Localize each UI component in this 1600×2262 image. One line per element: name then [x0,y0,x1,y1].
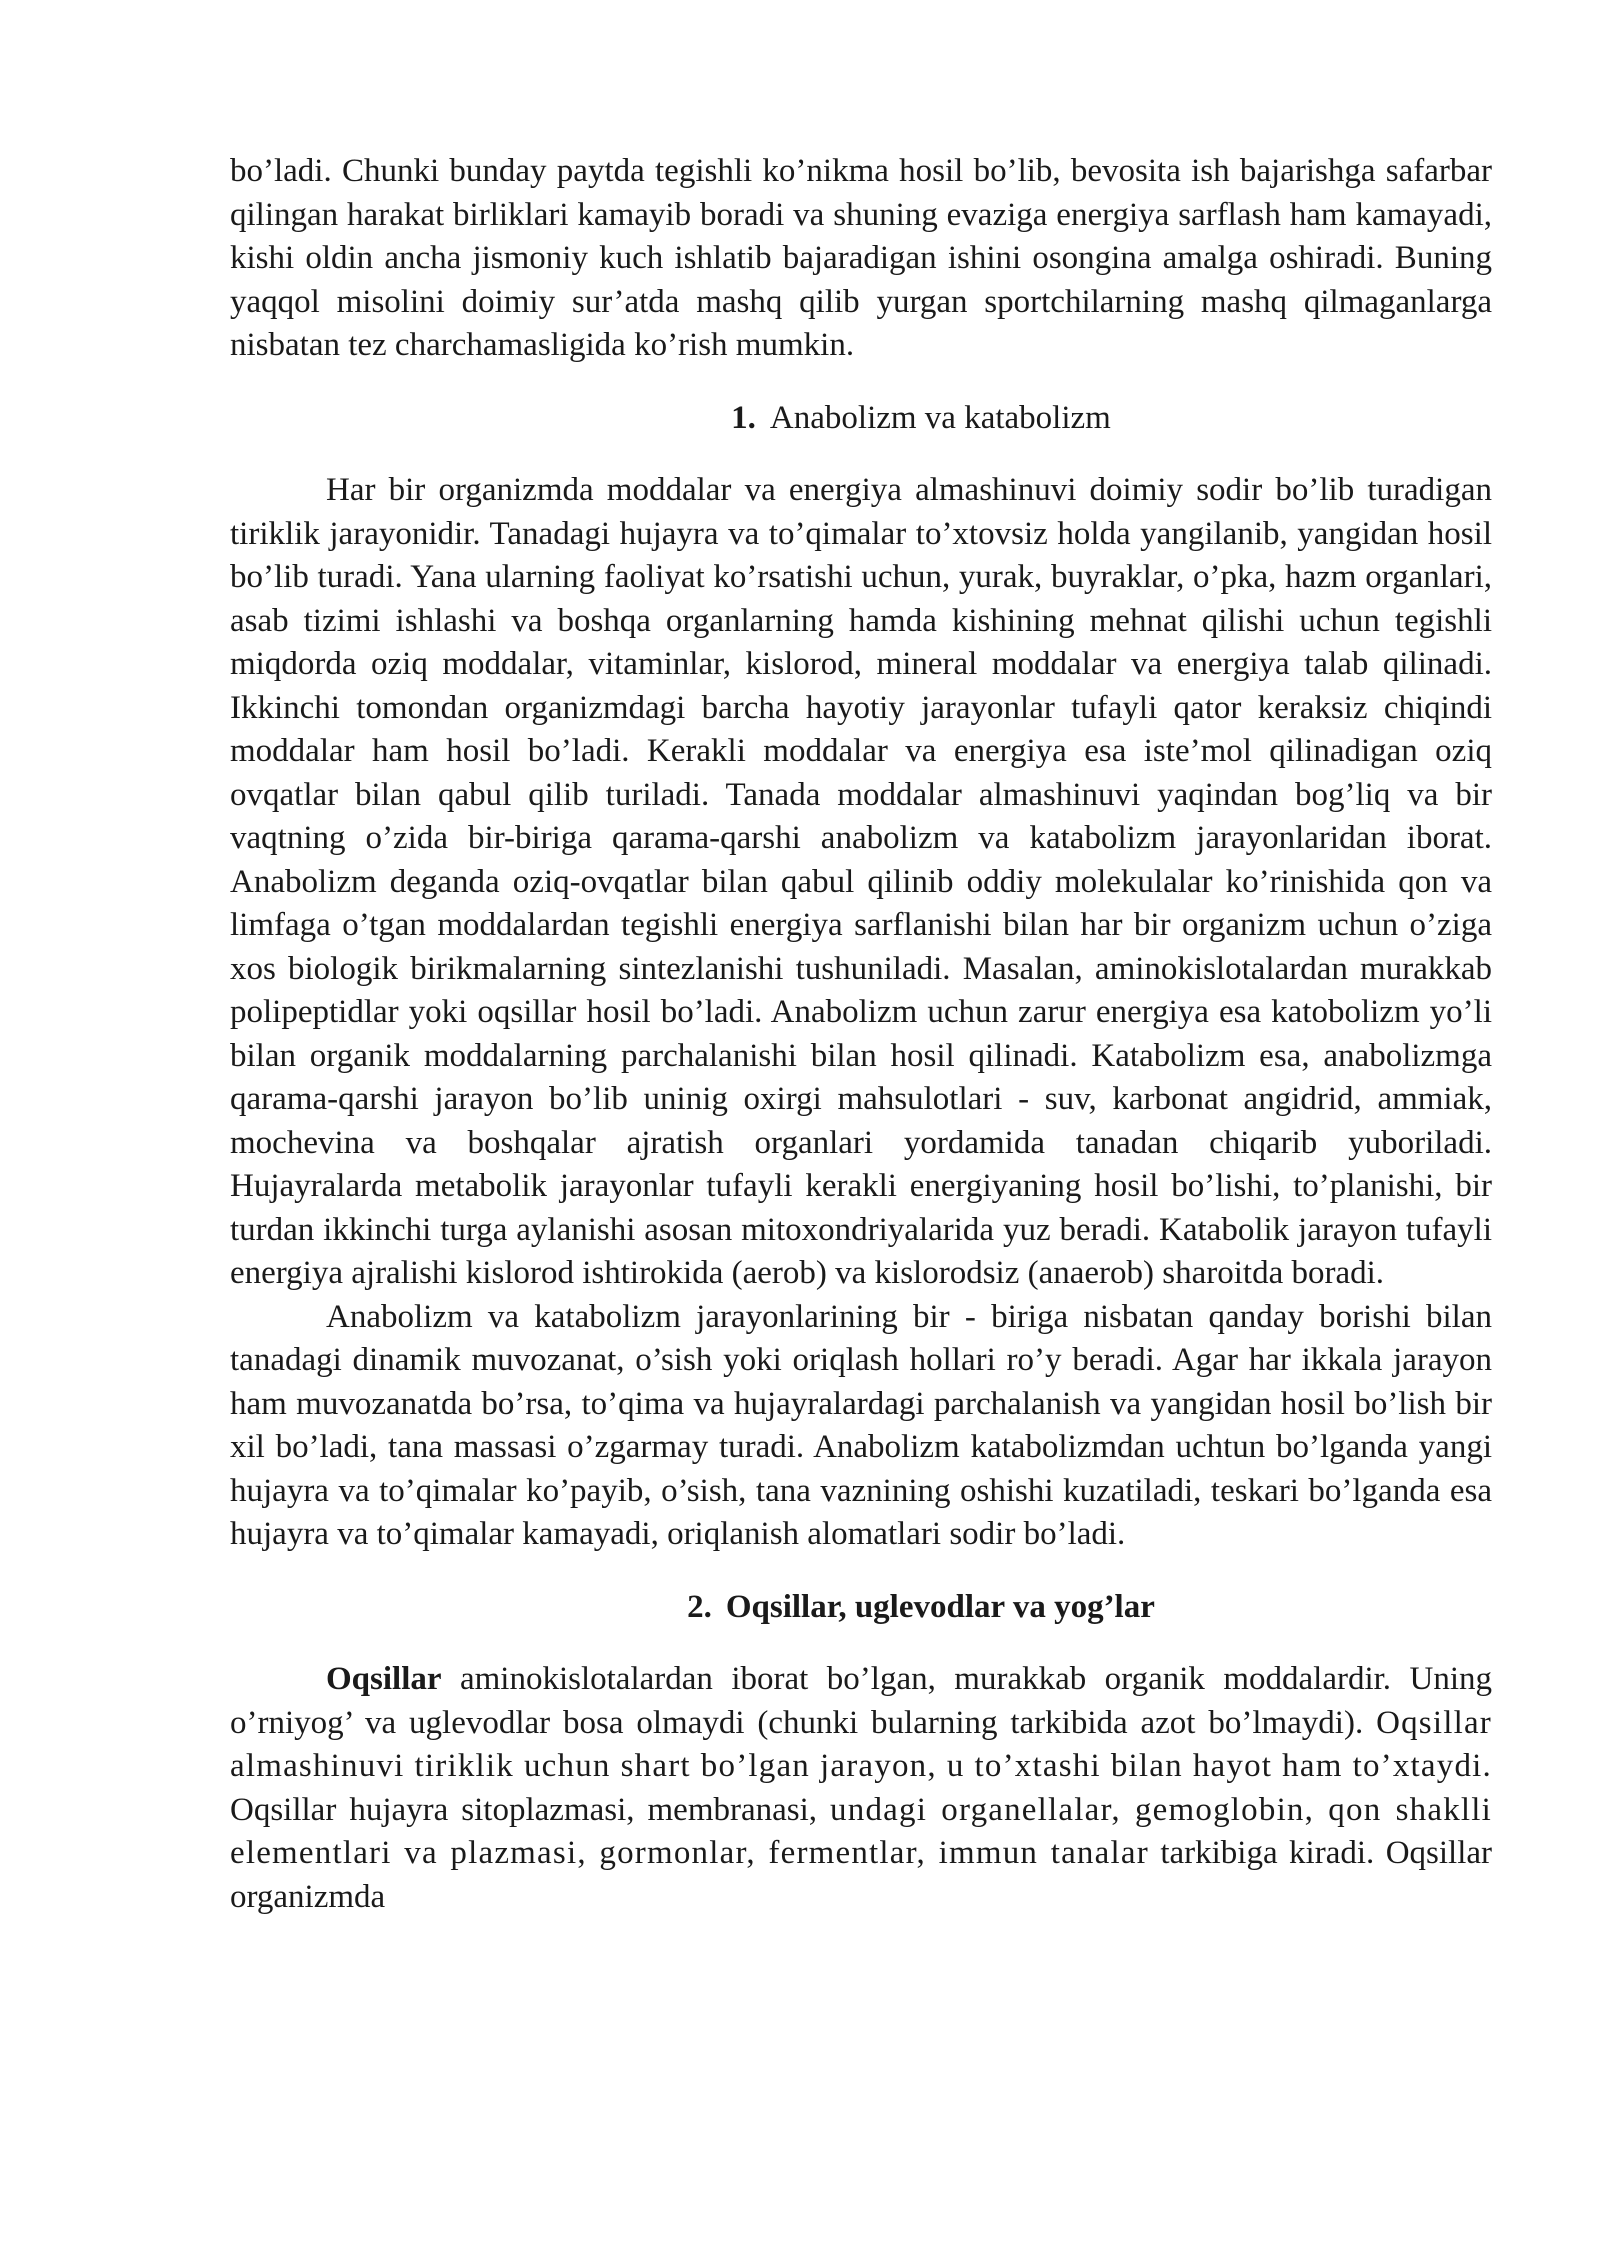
paragraph-text: Oqsillar almashinuvi tiriklik uchun shart bo’lgan jarayon, u to’xtashi bilan hayot ham to’xtaydi. [230,1704,1492,1784]
body-paragraph-3 [230,1658,1492,1919]
paragraph-text: Oqsillar hujayra sitoplazmasi, membranasi, [230,1791,831,1828]
paragraph-text: tarkibiga kiradi. Oqsillar organizmda [230,1835,1493,1915]
section-number: 1. [731,399,756,436]
intro-paragraph: bo’ladi. Chunki bunday paytda tegishli ko’nikma hosil bo’lib, bevosita ish bajarishga safarbar qilingan harakat birliklari kamayib boradi va shuning evaziga energiya sarflash ham kamayadi, kishi oldin ancha jismoniy kuch ishlatib bajaradigan ishini osongina amalga oshiradi. Buning yaqqol misolini doimiy sur’atda mashq qilib yurgan sportchilarning mashq qilmaganlarga nisbatan tez charchamasligida ko’rish mumkin. [230,153,1492,363]
document-page [230,150,1492,1919]
section-title: Oqsillar, uglevodlar va yog’lar [725,1588,1155,1625]
paragraph-text: undagi organellalar, gemoglobin, qon shaklli elementlari va plazmasi, gormonlar, fermentlar, immun tanalar [230,1791,1492,1871]
section-title: Anabolizm va katabolizm [769,399,1111,436]
section-number: 2. [687,1588,712,1625]
section-heading-1 [230,397,1492,441]
body-paragraph-2: Anabolizm va katabolizm jarayonlarining bir - biriga nisbatan qanday borishi bilan tanadagi dinamik muvozanat, o’sish yoki oriqlash hollari ro’y beradi. Agar har ikkala jarayon ham muvozanatda bo’rsa, to’qima va hujayralardagi parchalanish va yangidan hosil bo’lish bir xil bo’ladi, tana massasi o’zgarmay turadi. Anabolizm katabolizmdan uchtun bo’lganda yangi hujayra va to’qimalar ko’payib, o’sish, tana vaznining oshishi kuzatiladi, teskari bo’lganda esa hujayra va to’qimalar kamayadi, oriqlanish alomatlari sodir bo’ladi. [230,1298,1492,1552]
paragraph-text: aminokislotalardan iborat bo’lgan, murakkab organik moddalardir. Uning o’rniyog’ va uglevodlar bosa olmaydi (chunki bularning tarkibida azot bo’lmaydi). [230,1661,1492,1741]
bold-term: Oqsillar [326,1661,442,1697]
body-paragraph-1: Har bir organizmda moddalar va energiya almashinuvi doimiy sodir bo’lib turadigan tiriklik jarayonidir. Tanadagi hujayra va to’qimalar to’xtovsiz holda yangilanib, yangidan hosil bo’lib turadi. Yana ularning faoliyat ko’rsatishi uchun, yurak, buyraklar, o’pka, hazm organlari, asab tizimi ishlashi va boshqa organlarning hamda kishining mehnat qilishi uchun tegishli miqdorda oziq moddalar, vitaminlar, kislorod, mineral moddalar va energiya talab qilinadi. Ikkinchi tomondan organizmdagi barcha hayotiy jarayonlar tufayli qator keraksiz chiqindi moddalar ham hosil bo’ladi. Kerakli moddalar va energiya esa iste’mol qilinadigan oziq ovqatlar bilan qabul qilib turiladi. Tanada moddalar almashinuvi yaqindan bog’liq va bir vaqtning o’zida bir-biriga qarama-qarshi anabolizm va katabolizm jarayonlaridan iborat. Anabolizm deganda oziq-ovqatlar bilan qabul qilinib oddiy molekulalar ko’rinishida qon va limfaga o’tgan moddalardan tegishli energiya sarflanishi bilan har bir organizm uchun o’ziga xos biologik birikmalarning sintezlanishi tushuniladi. Masalan, aminokislotalardan murakkab polipeptidlar yoki oqsillar hosil bo’ladi. Anabolizm uchun zarur energiya esa katobolizm yo’li bilan organik moddalarning parchalanishi bilan hosil qilinadi. Katabolizm esa, anabolizmga qarama-qarshi jarayon bo’lib uninig oxirgi mahsulotlari - suv, karbonat angidrid, ammiak, mochevina va boshqalar ajratish organlari yordamida tanadan chiqarib yuboriladi. Hujayralarda metabolik jarayonlar tufayli kerakli energiyaning hosil bo’lishi, to’planishi, bir turdan ikkinchi turga aylanishi asosan mitoxondriyalarida yuz beradi. Katabolik jarayon tufayli energiya ajralishi kislorod ishtirokida (aerob) va kislorodsiz (anaerob) sharoitda boradi. [230,472,1492,1291]
section-heading-2 [230,1586,1492,1630]
